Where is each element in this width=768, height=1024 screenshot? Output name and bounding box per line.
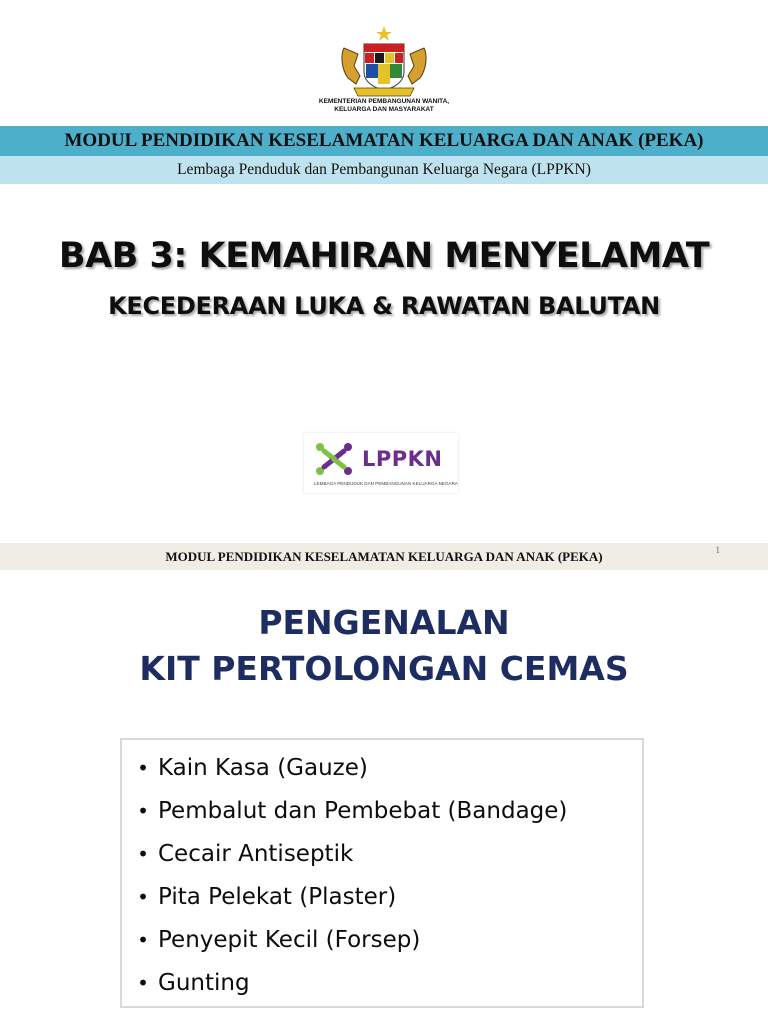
page-number: 1 [715, 545, 720, 555]
bullet-icon: • [137, 798, 149, 823]
bullet-icon: • [137, 927, 149, 952]
list-item [128, 832, 642, 875]
list-item [128, 918, 642, 961]
organization-name: Lembaga Penduduk dan Pembangunan Keluarga Negara (LPPKN) [177, 161, 591, 178]
chapter-title: BAB 3: KEMAHIRAN MENYELAMAT [58, 236, 710, 276]
list-item-text: Gunting [158, 969, 250, 996]
organization-band [0, 156, 768, 184]
list-item-text: Pembalut dan Pembebat (Bandage) [158, 797, 568, 824]
ministry-name [284, 98, 484, 114]
coat-of-arms-icon [338, 26, 430, 100]
list-item [128, 961, 642, 1004]
ministry-line-2: KELUARGA DAN MASYARAKAT [334, 106, 434, 113]
slide-heading [0, 600, 768, 692]
chapter-subtitle: KECEDERAAN LUKA & RAWATAN BALUTAN [108, 292, 660, 320]
list-item-text: Penyepit Kecil (Forsep) [158, 926, 421, 953]
list-item [128, 789, 642, 832]
list-item-text: Pita Pelekat (Plaster) [158, 883, 397, 910]
bullet-icon: • [137, 841, 149, 866]
lppkn-mark-icon [314, 441, 354, 477]
ministry-line-1: KEMENTERIAN PEMBANGUNAN WANITA, [318, 98, 450, 105]
lppkn-logo [304, 433, 458, 493]
lppkn-wordmark: LPPKN [362, 447, 443, 471]
bullet-icon: • [137, 755, 149, 780]
footer-text: MODUL PENDIDIKAN KESELAMATAN KELUARGA DAN ANAK (PEKA) [165, 548, 603, 564]
first-aid-kit-list [120, 738, 644, 1008]
content-slide [0, 570, 768, 1024]
list-item [128, 746, 642, 789]
module-title-band [0, 126, 768, 156]
lppkn-tagline: LEMBAGA PENDUDUK DAN PEMBANGUNAN KELUARGA NEGARA [314, 481, 458, 486]
heading-line-1: PENGENALAN [258, 603, 510, 642]
list-item-text: Kain Kasa (Gauze) [158, 754, 368, 781]
bullet-icon: • [137, 884, 149, 909]
module-title: MODUL PENDIDIKAN KESELAMATAN KELUARGA DAN ANAK (PEKA) [64, 130, 704, 151]
list-item [128, 875, 642, 918]
list-item-text: Cecair Antiseptik [158, 840, 354, 867]
bullet-icon: • [137, 970, 149, 995]
slide-footer [0, 543, 768, 570]
heading-line-2: KIT PERTOLONGAN CEMAS [139, 649, 629, 688]
